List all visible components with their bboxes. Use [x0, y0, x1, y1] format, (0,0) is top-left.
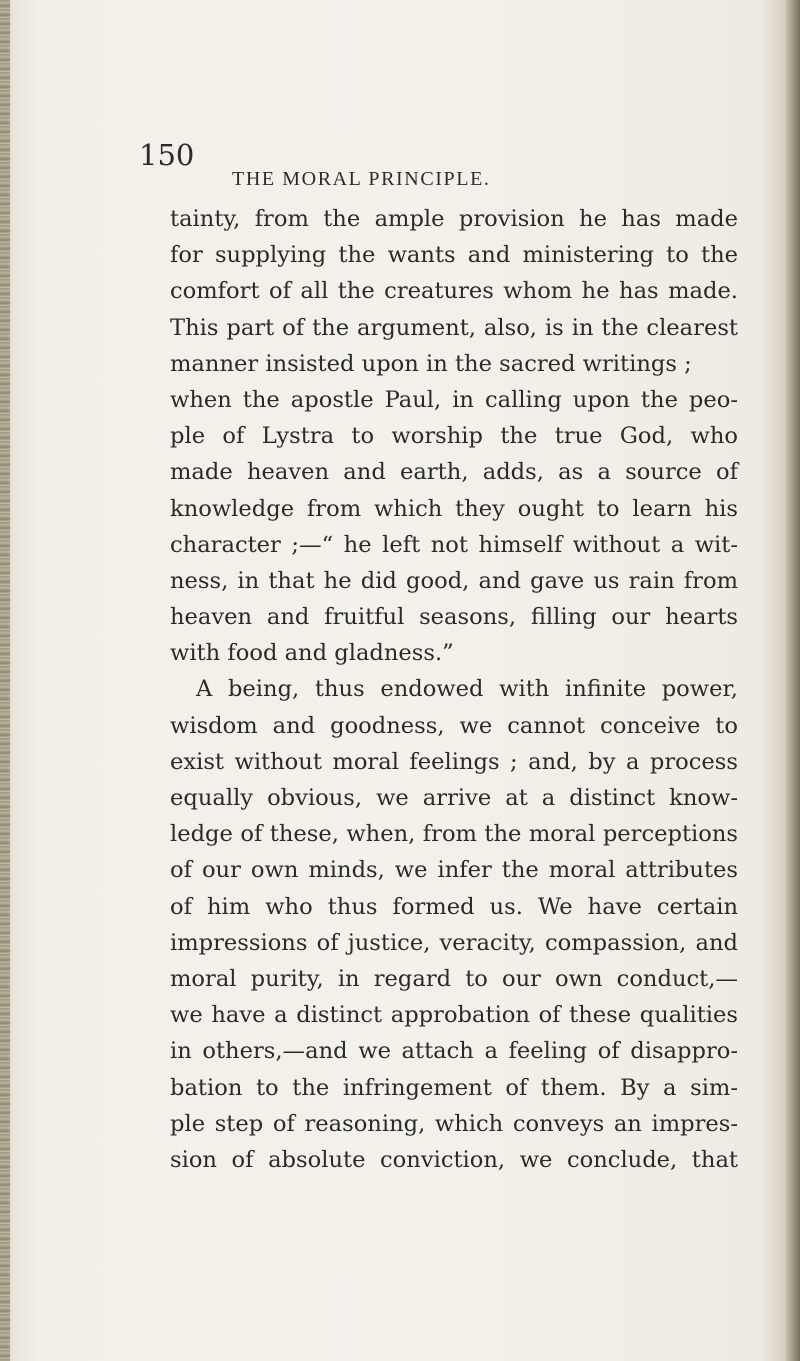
text-line: equally obvious, we arrive at a distinct know- [170, 785, 738, 811]
text-line: wisdom and goodness, we cannot conceive to [170, 712, 738, 739]
text-line: ledge of these, when, from the moral perceptions [170, 821, 738, 848]
text-line: comfort of all the creatures whom he has made. [170, 278, 738, 305]
text-line: ness, in that he did good, and gave us rain from [170, 567, 738, 594]
text-line: heaven and fruitful seasons, filling our hearts [170, 604, 738, 631]
text-line: bation to the infringement of them. By a sim- [170, 1074, 738, 1101]
text-line: of him who thus formed us. We have certain [170, 893, 738, 920]
text-line: exist without moral feelings ; and, by a process [170, 748, 738, 775]
page-number: 150 [139, 138, 195, 172]
text-line: This part of the argument, also, is in the clearest [170, 314, 738, 341]
text-line: impressions of justice, veracity, compassion, and [170, 929, 738, 956]
text-line: manner insisted upon in the sacred writings ; [170, 350, 692, 377]
text-line: ple of Lystra to worship the true God, who [170, 423, 738, 450]
text-line: moral purity, in regard to our own conduct,— [170, 965, 738, 992]
text-line: of our own minds, we infer the moral attributes [170, 857, 738, 884]
text-line: with food and gladness.” [170, 640, 454, 667]
text-line: knowledge from which they ought to learn his [170, 495, 738, 522]
text-line: made heaven and earth, adds, as a source of [170, 459, 738, 486]
text-line: ple step of reasoning, which conveys an impres- [170, 1110, 738, 1137]
text-line: A being, thus endowed with infinite power, [196, 676, 738, 703]
text-line: sion of absolute conviction, we conclude, that [170, 1146, 738, 1173]
text-line: for supplying the wants and ministering to the [170, 242, 738, 269]
text-line: tainty, from the ample provision he has made [170, 206, 738, 232]
text-line: in others,—and we attach a feeling of disappro- [170, 1038, 738, 1065]
page-edge-right [786, 0, 800, 1361]
running-head: THE MORAL PRINCIPLE. [232, 168, 491, 190]
text-line: character ;—“ he left not himself without a wit- [170, 531, 738, 558]
body-text [170, 201, 738, 1178]
page-gutter-left [0, 0, 10, 1361]
text-line: when the apostle Paul, in calling upon the peo- [170, 386, 738, 413]
text-line: we have a distinct approbation of these qualities [170, 1002, 738, 1029]
